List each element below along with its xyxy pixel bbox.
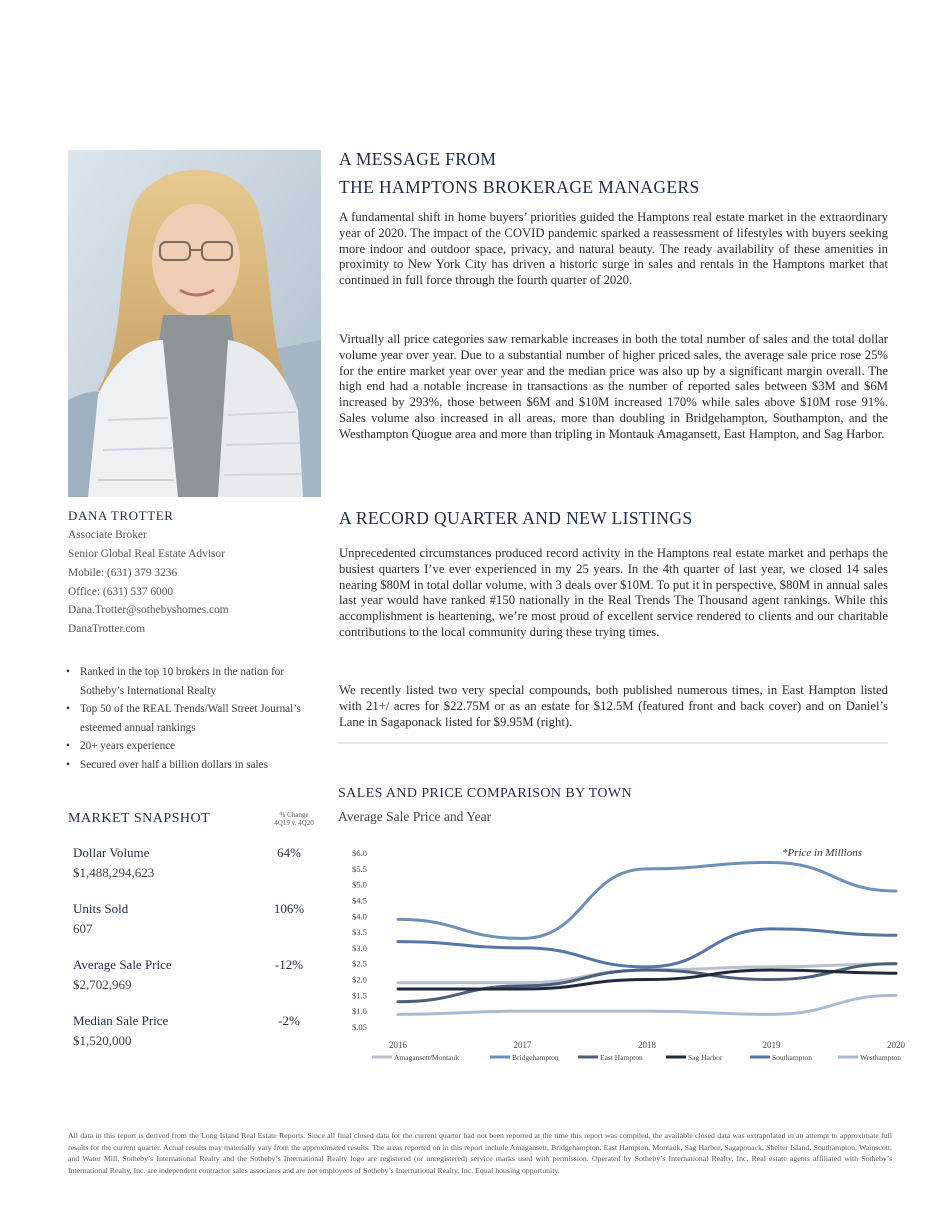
message-heading-line2: THE HAMPTONS BROKERAGE MANAGERS (339, 177, 700, 197)
agent-role: Senior Global Real Estate Advisor (68, 548, 225, 560)
snapshot-label-median-sale-price: Median Sale Price (73, 1013, 169, 1028)
legend-label: Westhampton (860, 1053, 902, 1062)
snapshot-value-units-sold: 607 (73, 921, 93, 936)
legend-label: Southampton (772, 1053, 813, 1062)
change-header (262, 811, 326, 827)
legend-label: East Hampton (600, 1053, 643, 1062)
section-divider (338, 742, 888, 744)
y-tick-label: $2.0 (352, 974, 367, 985)
y-tick-label: $3.5 (352, 927, 367, 938)
highlight-item: • Ranked in the top 10 brokers in the nation for Sotheby’s International Realty (66, 663, 328, 700)
agent-office: Office: (631) 537 6000 (68, 586, 174, 598)
record-paragraph-2: We recently listed two very special compounds, both published numerous times, in East Hampton listed with 21+/ acres for $22.75M or as an estate for $12.5M (featured front and back cover) and on Daniel’s Lane in Sagaponack listed for $9.95M (right). (339, 683, 888, 729)
message-paragraph-1: A fundamental shift in home buyers’ priorities guided the Hamptons real estate market in the extraordinary year of 2020. The impact of the COVID pandemic sparked a reassessment of lifestyles with buyers seeking more indoor and outdoor space, privacy, and natural beauty. The ready availability of these amenities in proximity to New York City has driven a historic surge in sales and rentals in the Hamptons market that continued in full force through the fourth quarter of 2020. (339, 210, 888, 288)
snapshot-value-median-sale-price: $1,520,000 (73, 1033, 132, 1048)
y-tick-label: $4.0 (352, 911, 367, 922)
town-price-line-chart (330, 840, 910, 1070)
x-tick-label: 2019 (762, 1040, 781, 1050)
chart-subtitle: Average Sale Price and Year (338, 809, 492, 824)
chart-title: SALES AND PRICE COMPARISON BY TOWN (338, 786, 633, 801)
highlight-item: • Secured over half a billion dollars in sales (66, 756, 328, 775)
agent-photo (68, 150, 321, 497)
message-heading-line1: A MESSAGE FROM (339, 149, 497, 169)
record-paragraph-1: Unprecedented circumstances produced record activity in the Hamptons real estate market and perhaps the busiest quarters I’ve ever experienced in my 25 years. In the 4th quarter of last year, we closed 14 sales nearing $80M in total dollar volume, with 3 deals over $10M. To put it in perspective, $80M in annual sales last year would have ranked #150 nationally in the Real Trends The Thousand agent rankings. While this accomplishment is heartening, we’re most proud of excellent service rendered to clients and our charitable contributions to the local community during these trying times. (339, 546, 888, 639)
x-tick-label: 2016 (389, 1040, 407, 1050)
series-line-southampton (398, 929, 896, 967)
agent-title: Associate Broker (68, 529, 147, 541)
y-tick-label: $1.5 (352, 990, 367, 1001)
series-line-westhampton (398, 995, 896, 1014)
snapshot-pct-dollar-volume: 64% (277, 845, 301, 860)
series-line-sag-harbor (398, 970, 896, 989)
highlight-item: • 20+ years experience (66, 737, 328, 756)
series-line-bridgehampton (398, 862, 896, 938)
record-heading: A RECORD QUARTER AND NEW LISTINGS (339, 508, 693, 528)
change-header-line1: % Change (279, 811, 309, 819)
agent-email-link[interactable]: Dana.Trotter@sothebyshomes.com (68, 604, 229, 616)
y-tick-label: $3.0 (352, 942, 367, 953)
change-header-line2: 4Q19 v. 4Q20 (274, 819, 314, 827)
agent-website-link[interactable]: DanaTrotter.com (68, 623, 146, 635)
y-tick-label: $2.5 (352, 958, 367, 969)
legend-label: Sag Harbor (688, 1053, 723, 1062)
snapshot-title: MARKET SNAPSHOT (68, 811, 211, 826)
highlight-item: • Top 50 of the REAL Trends/Wall Street Journal’s esteemed annual rankings (66, 700, 328, 737)
x-tick-label: 2020 (887, 1040, 905, 1050)
y-tick-label: $5.0 (352, 879, 367, 890)
y-tick-label: $4.5 (352, 895, 367, 906)
y-tick-label: $.05 (352, 1022, 367, 1032)
snapshot-label-dollar-volume: Dollar Volume (73, 845, 150, 860)
legend-label: Amagansett/Montauk (394, 1053, 459, 1062)
agent-name: DANA TROTTER (68, 508, 174, 523)
y-tick-label: $6.0 (352, 848, 367, 858)
snapshot-value-average-sale-price: $2,702,969 (73, 977, 132, 992)
snapshot-pct-average-sale-price: -12% (274, 957, 304, 972)
snapshot-pct-units-sold: 106% (273, 901, 305, 916)
chart-annotation: *Price in Millions (781, 847, 863, 859)
snapshot-label-average-sale-price: Average Sale Price (73, 957, 172, 972)
y-tick-label: $5.5 (352, 863, 367, 874)
legend-label: Bridgehampton (512, 1053, 559, 1062)
message-paragraph-2: Virtually all price categories saw remarkable increases in both the total number of sales and the total dollar volume year over year. Due to a substantial number of higher priced sales, the average sale price rose 25% for the entire market year over year and the median price was also up by a significant margin overall. The high end had a notable increase in transactions as the number of reported sales between $3M and $6M increased by 293%, those between $6M and $10M increased 170% while sales above $10M rose 91%. Sales volume also increased in all areas, more than doubling in Bridgehampton, Southampton, and the Westhampton Quogue area and more than tripling in Montauk Amagansett, East Hampton, and Sag Harbor. (339, 332, 888, 441)
x-tick-label: 2017 (513, 1040, 532, 1050)
snapshot-label-units-sold: Units Sold (73, 901, 129, 916)
snapshot-pct-median-sale-price: -2% (278, 1013, 300, 1028)
y-tick-label: $1.0 (352, 1006, 367, 1017)
agent-mobile: Mobile: (631) 379 3236 (68, 567, 178, 579)
x-tick-label: 2018 (638, 1040, 656, 1050)
snapshot-value-dollar-volume: $1,488,294,623 (73, 865, 155, 880)
agent-highlights-list (66, 663, 328, 774)
disclaimer-footnote: All data in this report is derived from the Long Island Real Estate Reports. Since all final closed data for the current quarter had not been reported at the time this report was compiled, the available closed data was extrapolated in an attempt to approximate full results for the current quarter. Actual results may materially vary from the approximated results. The areas reported on in this report include Amagansett, Bridgehampton, East Hampton, Montauk, Sag Harbor, Sagaponack, Shelter Island, Southampton, Wainscott, and Water Mill. Sotheby’s International Realty and the Sotheby’s International Realty logo are registered (or unregistered) service marks used with permission. Operated by Sotheby’s International Realty, Inc. Real estate agents affiliated with Sotheby’s International Realty, Inc. are independent contractor sales associates and are not employees of Sotheby’s International Realty, Inc. Equal housing opportunity. (68, 1131, 892, 1175)
